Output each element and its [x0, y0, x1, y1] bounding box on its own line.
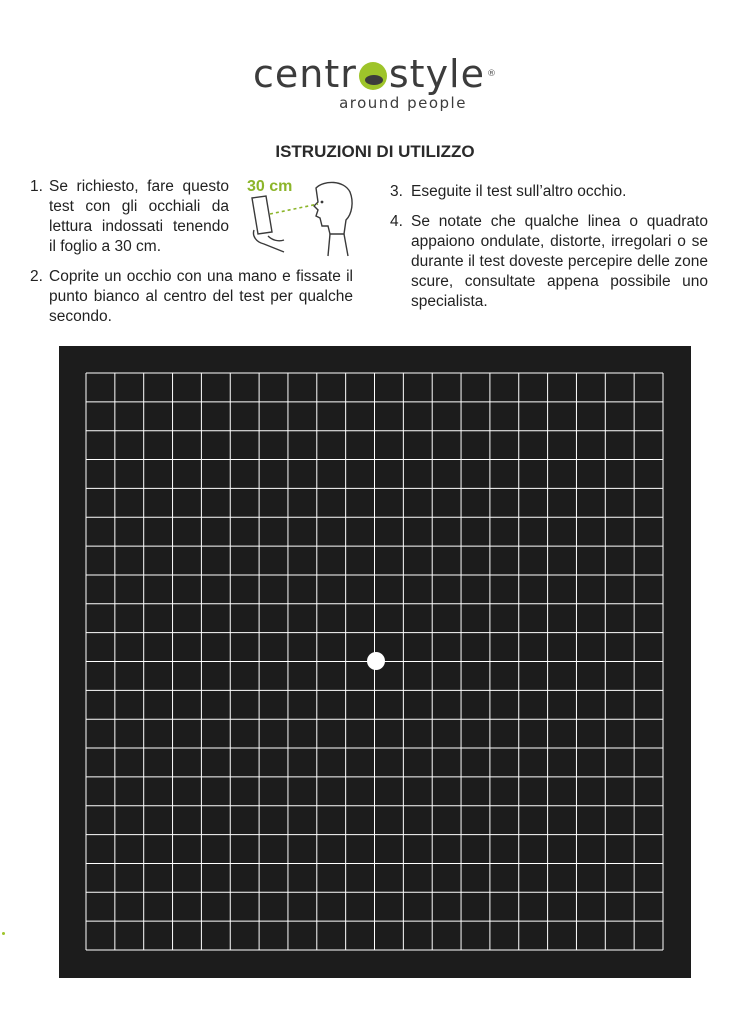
- distance-label: 30 cm: [247, 178, 293, 195]
- logo-wordmark: [253, 52, 497, 96]
- instruction-text: Se notate che qualche linea o quadrato appaiono ondulate, distorte, irregolari o se durante il test doveste percepire delle zone scure, consultate appena possibile uno specialista.: [411, 213, 708, 310]
- logo-o-icon: [359, 62, 387, 90]
- instruction-text: Se richiesto, fare questo test con gli occhiali da lettura indossati tenendo il foglio a 30 cm.: [49, 178, 229, 255]
- fixation-dot: [367, 652, 385, 670]
- registered-mark: ®: [487, 69, 497, 79]
- brand-logo: [0, 52, 750, 112]
- instruction-number: 2.: [30, 268, 43, 285]
- logo-tagline: around people: [339, 94, 467, 112]
- instruction-number: 1.: [30, 178, 43, 195]
- instruction-text: Eseguite il test sull’altro occhio.: [411, 183, 627, 200]
- margin-mark: [2, 932, 5, 935]
- instruction-number: 4.: [390, 213, 403, 230]
- instruction-number: 3.: [390, 183, 403, 200]
- logo-word-start: centr: [252, 52, 357, 96]
- logo-word-end: style: [388, 52, 485, 96]
- page-title: ISTRUZIONI DI UTILIZZO: [275, 142, 475, 161]
- instruction-text: Coprite un occhio con una mano e fissate il punto bianco al centro del test per qualche secondo.: [49, 268, 353, 325]
